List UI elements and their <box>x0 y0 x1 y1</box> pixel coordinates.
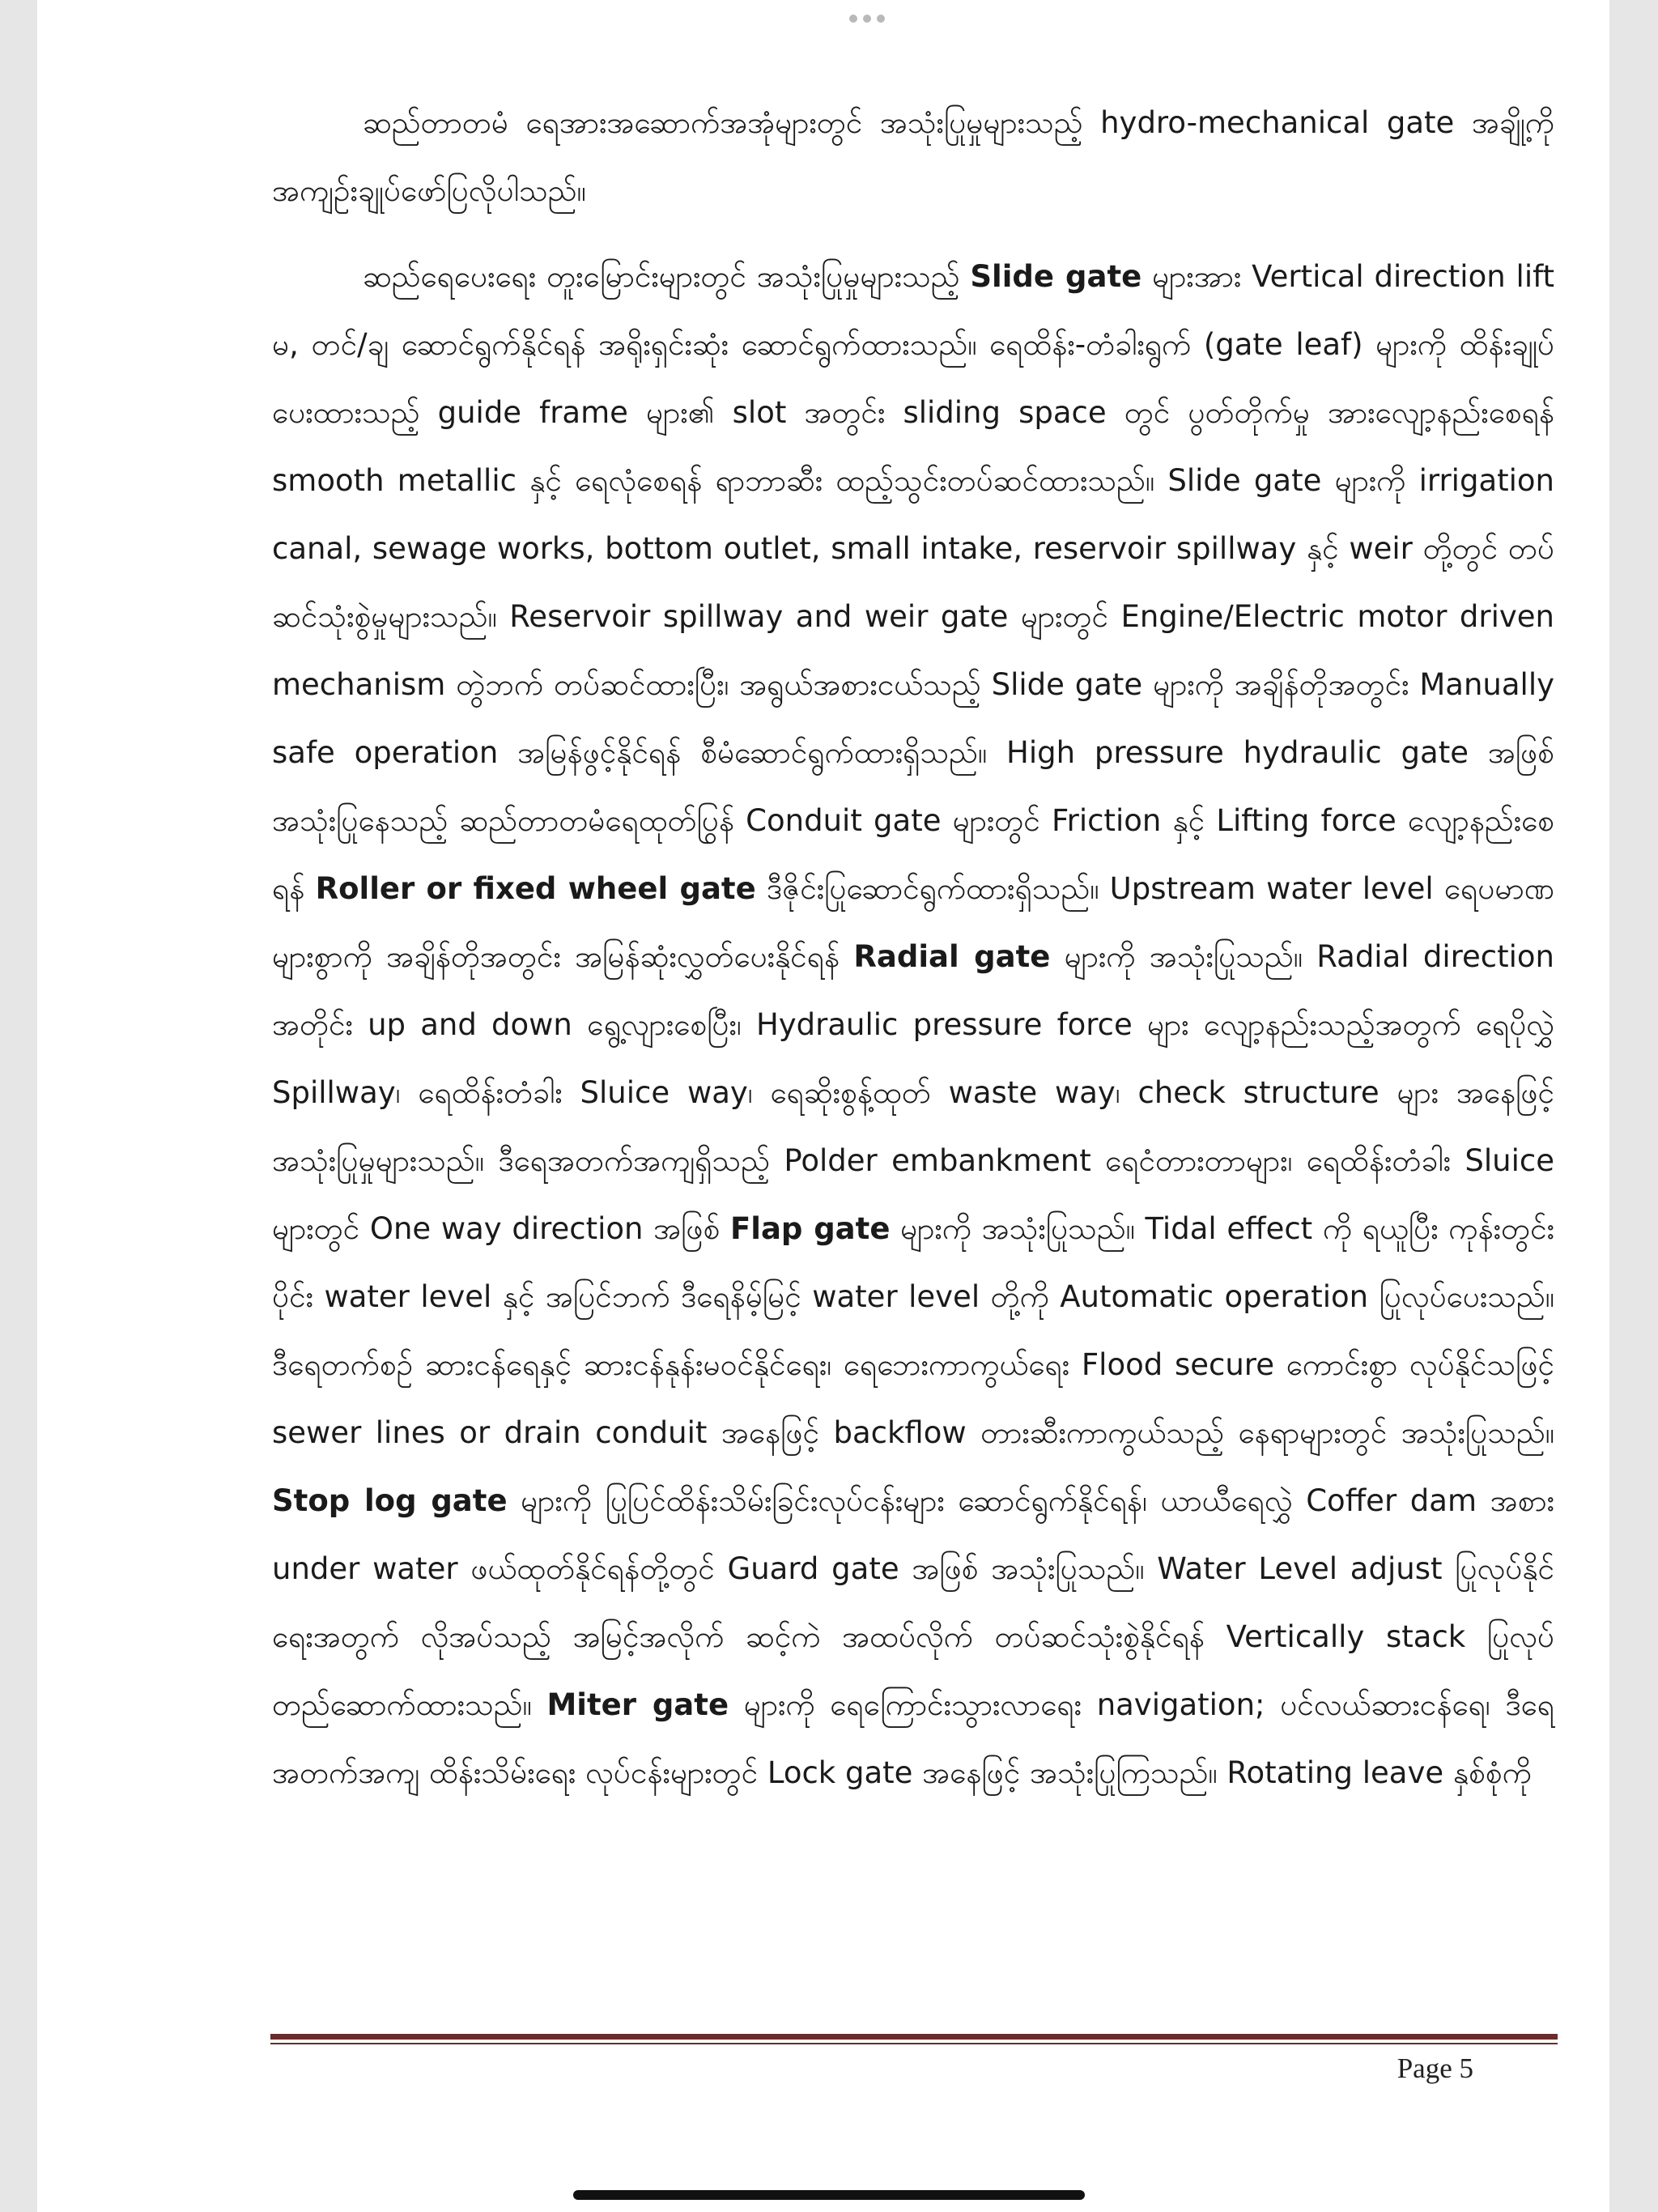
text-run: ဒီဇိုင်းပြုဆောင်ရွက်ထားရှိသည်။ Upstream water level ရေပမာဏများစွာကို အချိန်တိုအတွင်း အမြန်ဆုံးလွှတ်ပေးနိုင်ရန် <box>272 871 1554 974</box>
bold-term: Flap gate <box>729 1211 891 1246</box>
body-paragraph <box>272 89 1554 225</box>
text-run: ဆည်ရေပေးရေး တူးမြောင်းများတွင် အသုံးပြုမှုများသည့် <box>363 259 971 294</box>
text-run: များကို ရေကြောင်းသွားလာရေး navigation; ပင်လယ်ဆားငန်ရေ၊ ဒီရေအတက်အကျ ထိန်းသိမ်းရေး လုပ်ငန်းများတွင် Lock gate အနေဖြင့် အသုံးပြုကြသည်။ Rotating leave နှစ်စုံကို <box>272 1687 1554 1790</box>
more-dot <box>849 15 857 23</box>
more-dot <box>877 15 885 23</box>
home-indicator[interactable] <box>573 2190 1085 2200</box>
text-run: များကို အသုံးပြုသည်။ Radial direction အတိုင်း up and down ရွေ့လျားစေပြီး၊ Hydraulic pressure force များ လျော့နည်းသည့်အတွက် ရေပိုလွှဲ Spillway၊ ရေထိန်းတံခါး Sluice way၊ ရေဆိုးစွန့်ထုတ် waste way၊ check structure များ အနေဖြင့် အသုံးပြုမှုများသည်။ ဒီရေအတက်အကျရှိသည့် Polder embankment ရေငံတားတာများ၊ ရေထိန်းတံခါး Sluice များတွင် One way direction အဖြစ် <box>272 939 1554 1246</box>
bold-term: Stop log gate <box>272 1483 508 1518</box>
footer-rule-thin <box>270 2043 1558 2044</box>
text-run: ဆည်တာတမံ ရေအားအဆောက်အအုံများတွင် အသုံးပြုမှုများသည့် hydro-mechanical gate အချို့ကို အကျဉ်းချုပ်ဖော်ပြလိုပါသည်။ <box>272 105 1554 208</box>
more-dot <box>863 15 871 23</box>
bold-term: Miter gate <box>546 1687 729 1722</box>
footer-rule <box>270 2034 1558 2040</box>
document-body <box>272 89 1554 1825</box>
more-options-icon[interactable] <box>849 15 885 23</box>
bold-term: Slide gate <box>970 259 1142 294</box>
body-paragraph <box>272 243 1554 1807</box>
text-run: များကို အသုံးပြုသည်။ Tidal effect ကို ရယူပြီး ကုန်းတွင်းပိုင်း water level နှင့် အပြင်ဘက် ဒီရေနိမ့်မြင့် water level တို့ကို Automatic operation ပြုလုပ်ပေးသည်။ ဒီရေတက်စဉ် ဆားငန်ရေနှင့် ဆားငန်နုန်းမဝင်နိုင်ရေး၊ ရေဘေးကာကွယ်ရေး Flood secure ကောင်းစွာ လုပ်နိုင်သဖြင့် sewer lines or drain conduit အနေဖြင့် backflow တားဆီးကာကွယ်သည့် နေရာများတွင် အသုံးပြုသည်။ <box>272 1211 1554 1450</box>
page-number: Page 5 <box>1397 2052 1473 2084</box>
bold-term: Roller or fixed wheel gate <box>315 871 756 906</box>
text-run: များကို ပြုပြင်ထိန်းသိမ်းခြင်းလုပ်ငန်းများ ဆောင်ရွက်နိုင်ရန်၊ ယာယီရေလွှဲ Coffer dam အစား under water ဖယ်ထုတ်နိုင်ရန်တို့တွင် Guard gate အဖြစ် အသုံးပြုသည်။ Water Level adjust ပြုလုပ်နိုင်ရေးအတွက် လိုအပ်သည့် အမြင့်အလိုက် ဆင့်ကဲ အထပ်လိုက် တပ်ဆင်သုံးစွဲနိုင်ရန် Vertically stack ပြုလုပ်တည်ဆောက်ထားသည်။ <box>272 1483 1554 1722</box>
bold-term: Radial gate <box>853 939 1051 974</box>
document-page <box>37 0 1609 2212</box>
text-run: များအား Vertical direction lift မ, တင်/ချ ဆောင်ရွက်နိုင်ရန် အရိုးရှင်းဆုံး ဆောင်ရွက်ထားသည်။ ရေထိန်း-တံခါးရွက် (gate leaf) များကို ထိန်းချုပ်ပေးထားသည့် guide frame များ၏ slot အတွင်း sliding space တွင် ပွတ်တိုက်မှု အားလျော့နည်းစေရန် smooth metallic နှင့် ရေလုံစေရန် ရာဘာဆီး ထည့်သွင်းတပ်ဆင်ထားသည်။ Slide gate များကို irrigation canal, sewage works, bottom outlet, small intake, reservoir spillway နှင့် weir တို့တွင် တပ်ဆင်သုံးစွဲမှုများသည်။ Reservoir spillway and weir gate များတွင် Engine/Electric motor driven mechanism တွဲဘက် တပ်ဆင်ထားပြီး၊ အရွယ်အစားငယ်သည့် Slide gate များကို အချိန်တိုအတွင်း Manually safe operation အမြန်ဖွင့်နိုင်ရန် စီမံဆောင်ရွက်ထားရှိသည်။ High pressure hydraulic gate အဖြစ် အသုံးပြုနေသည့် ဆည်တာတမံရေထုတ်ပြွန် Conduit gate များတွင် Friction နှင့် Lifting force လျော့နည်းစေရန် <box>272 259 1554 906</box>
